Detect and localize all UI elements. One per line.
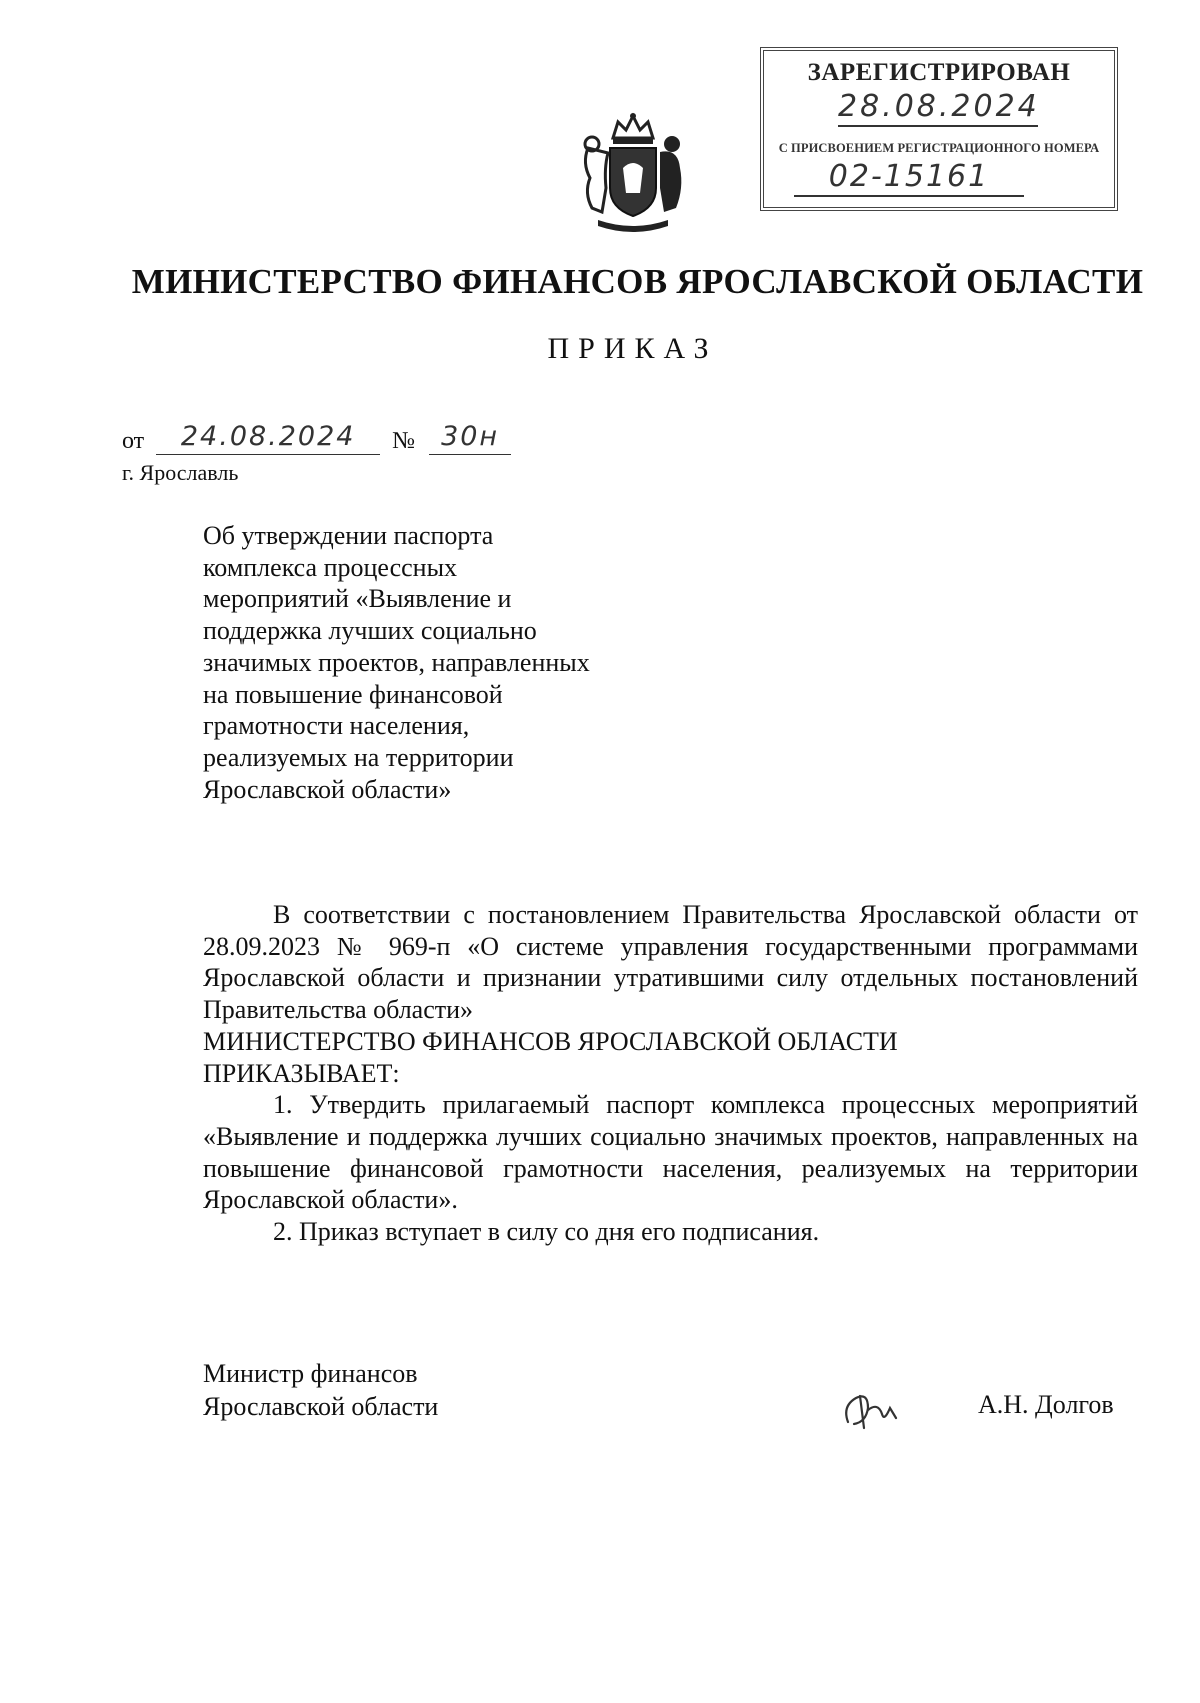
signer-position-line1: Министр финансов xyxy=(203,1359,418,1388)
signer-position-line2: Ярославской области xyxy=(203,1392,439,1421)
handwritten-signature-icon xyxy=(838,1388,906,1432)
signer-position xyxy=(203,1357,438,1423)
order-body xyxy=(203,899,1138,1248)
coat-of-arms-icon xyxy=(568,108,698,238)
stamp-number-handwritten: 02-15161 xyxy=(794,159,1024,197)
order-number-handwritten: 30н xyxy=(429,420,511,455)
order-item-1: 1. Утвердить прилагаемый паспорт комплекса процессных мероприятий «Выявление и поддержка лучших социально значимых проектов, направленных на повышение финансовой грамотности населения, реализуемых на территории Ярославской области». xyxy=(203,1090,1138,1215)
from-label: от xyxy=(122,428,145,454)
stamp-title: ЗАРЕГИСТРИРОВАН xyxy=(807,59,1071,86)
signer-name: А.Н. Долгов xyxy=(978,1390,1114,1419)
ministry-title: МИНИСТЕРСТВО ФИНАНСОВ ЯРОСЛАВСКОЙ ОБЛАСТИ xyxy=(131,262,1144,301)
preamble-paragraph: В соответствии с постановлением Правительства Ярославской области от 28.09.2023 № 969-п «О системе управления государственными программами Ярославской области и признании утратившими силу отдельных постановлений Правительства области» xyxy=(203,900,1138,1025)
order-date-handwritten: 24.08.2024 xyxy=(156,420,380,455)
order-item-2: 2. Приказ вступает в силу со дня его подписания. xyxy=(273,1217,820,1247)
number-label: № xyxy=(392,428,416,454)
registration-stamp xyxy=(760,47,1118,211)
order-meta-line xyxy=(122,420,511,460)
city-label: г. Ярославль xyxy=(122,460,239,485)
stamp-date-handwritten: 28.08.2024 xyxy=(838,89,1038,127)
ministry-line: МИНИСТЕРСТВО ФИНАНСОВ ЯРОСЛАВСКОЙ ОБЛАСТИ xyxy=(203,1026,898,1056)
orders-line: ПРИКАЗЫВАЕТ: xyxy=(203,1058,400,1088)
stamp-caption: С ПРИСВОЕНИЕМ РЕГИСТРАЦИОННОГО НОМЕРА xyxy=(778,141,1100,155)
document-type-title: ПРИКАЗ xyxy=(547,332,718,365)
order-subject: Об утверждении паспорта комплекса процессных мероприятий «Выявление и поддержка лучших социально значимых проектов, направленных на повышение финансовой грамотности населения, реализуемых на территории Ярославской области» xyxy=(203,521,590,804)
